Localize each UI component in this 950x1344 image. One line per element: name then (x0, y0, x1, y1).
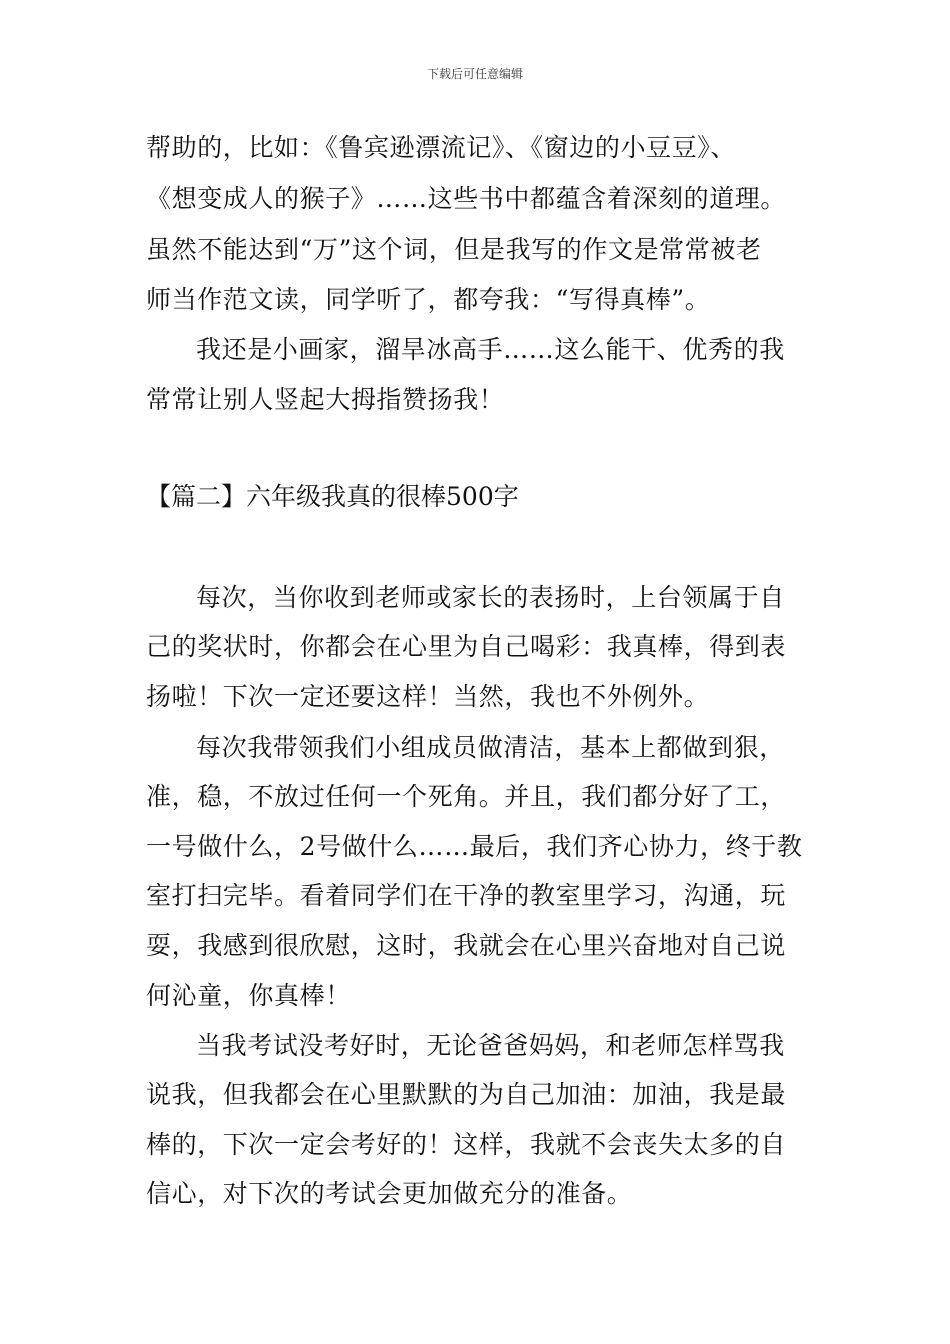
text-line: 帮助的，比如：《鲁宾逊漂流记》、《窗边的小豆豆》、 (146, 133, 737, 162)
text-line: 说我，但我都会在心里默默的为自己加油：加油，我是最 (146, 1080, 787, 1109)
text-line: 每次，当你收到老师或家长的表扬时，上台领属于自 (196, 583, 785, 612)
text-line: 一号做什么，2号做什么……最后，我们齐心协力，终于教 (146, 832, 803, 861)
text-line: 准，稳，不放过任何一个死角。并且，我们都分好了工， (146, 782, 787, 811)
text-line: 室打扫完毕。看着同学们在干净的教室里学习，沟通，玩 (146, 881, 787, 910)
text-line: 每次我带领我们小组成员做清洁，基本上都做到狠， (196, 733, 785, 762)
text-line: 常常让别人竖起大拇指赞扬我！ (146, 385, 505, 414)
text-line: 当我考试没考好时，无论爸爸妈妈，和老师怎样骂我 (196, 1031, 785, 1060)
text-line: 何沁童，你真棒！ (146, 981, 351, 1010)
text-line: 耍，我感到很欣慰，这时，我就会在心里兴奋地对自己说 (146, 931, 787, 960)
text-line: 虽然不能达到“万”这个词，但是我写的作文是常常被老 (146, 235, 762, 264)
section-title: 【篇二】六年级我真的很棒500字 (146, 482, 519, 511)
text-line: 《想变成人的猴子》……这些书中都蕴含着深刻的道理。 (146, 184, 787, 213)
text-line: 棒的，下次一定会考好的！这样，我就不会丧失太多的自 (146, 1130, 787, 1159)
text-line: 信心，对下次的考试会更加做充分的准备。 (146, 1179, 633, 1208)
page-header: 下载后可任意编辑 (426, 67, 523, 81)
text-line: 扬啦！下次一定还要这样！当然，我也不外例外。 (146, 682, 710, 711)
text-line: 我还是小画家，溜旱冰高手……这么能干、优秀的我 (196, 335, 785, 364)
text-line: 己的奖状时，你都会在心里为自己喝彩：我真棒，得到表 (146, 632, 787, 661)
text-line: 师当作范文读，同学听了，都夸我：“写得真棒”。 (146, 285, 711, 314)
